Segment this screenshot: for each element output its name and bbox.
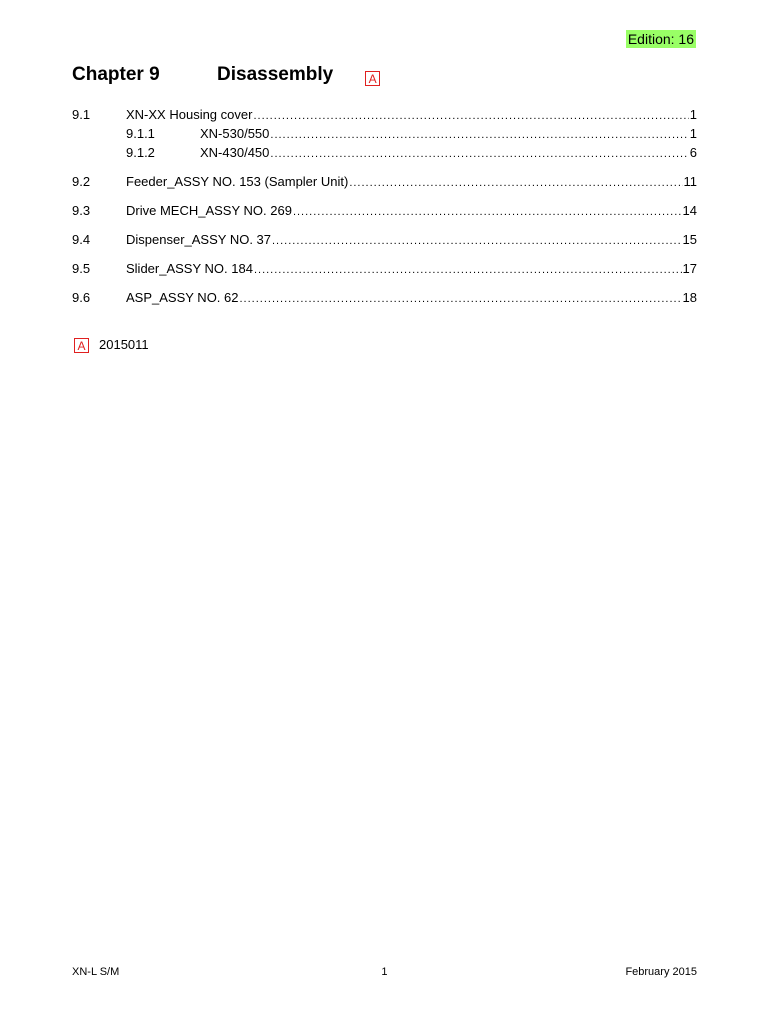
revision-code: 2015011 [99,337,149,352]
edition-label: Edition: 16 [627,31,694,47]
toc-leader [349,174,682,192]
chapter-heading [72,64,380,86]
revision-mark-icon: A [365,71,380,86]
chapter-title: Disassembly [217,64,334,85]
toc-entry-9-4[interactable] [72,231,697,250]
toc-page: 18 [682,290,697,305]
toc-entry-9-5[interactable] [72,260,697,279]
toc-leader [253,107,688,125]
toc-number: 9.4 [72,232,91,247]
toc-title: Feeder_ASSY NO. 153 (Sampler Unit) [126,174,349,189]
toc-leader [270,145,688,163]
toc-title: Slider_ASSY NO. 184 [126,261,253,276]
footer-page-number: 1 [381,966,388,978]
page-footer [72,966,697,978]
footer-date: February 2015 [625,966,697,978]
toc-number: 9.1.1 [126,126,155,141]
toc-title: XN-XX Housing cover [126,107,253,122]
toc-leader [254,261,682,279]
toc-number: 9.1.2 [126,145,155,160]
toc-title: XN-530/550 [200,126,270,141]
toc-title: Drive MECH_ASSY NO. 269 [126,203,292,218]
toc-number: 9.3 [72,203,91,218]
toc-entry-9-1[interactable] [72,106,697,125]
toc-leader [293,203,682,221]
toc-leader [240,290,682,308]
toc-entry-9-2[interactable] [72,173,697,192]
toc-page: 17 [682,261,697,276]
toc-number: 9.5 [72,261,91,276]
toc-entry-9-3[interactable] [72,202,697,221]
toc-number: 9.2 [72,174,91,189]
toc-number: 9.6 [72,290,91,305]
revision-note [74,336,149,353]
chapter-number: Chapter 9 [72,64,160,85]
toc-leader [272,232,682,250]
toc-page: 11 [683,174,697,189]
toc-title: XN-430/450 [200,145,270,160]
toc-page: 6 [689,145,697,160]
revision-mark-icon: A [74,338,89,353]
toc-number: 9.1 [72,107,91,122]
toc-entry-9-1-1[interactable] [72,125,697,144]
toc-leader [270,126,688,144]
toc-entry-9-6[interactable] [72,289,697,308]
toc-page: 15 [682,232,697,247]
toc-page: 1 [689,107,697,122]
table-of-contents [72,106,697,308]
toc-page: 14 [682,203,697,218]
toc-title: ASP_ASSY NO. 62 [126,290,239,305]
toc-title: Dispenser_ASSY NO. 37 [126,232,271,247]
toc-page: 1 [689,126,697,141]
footer-document-id: XN-L S/M [72,966,120,978]
toc-entry-9-1-2[interactable] [72,144,697,163]
